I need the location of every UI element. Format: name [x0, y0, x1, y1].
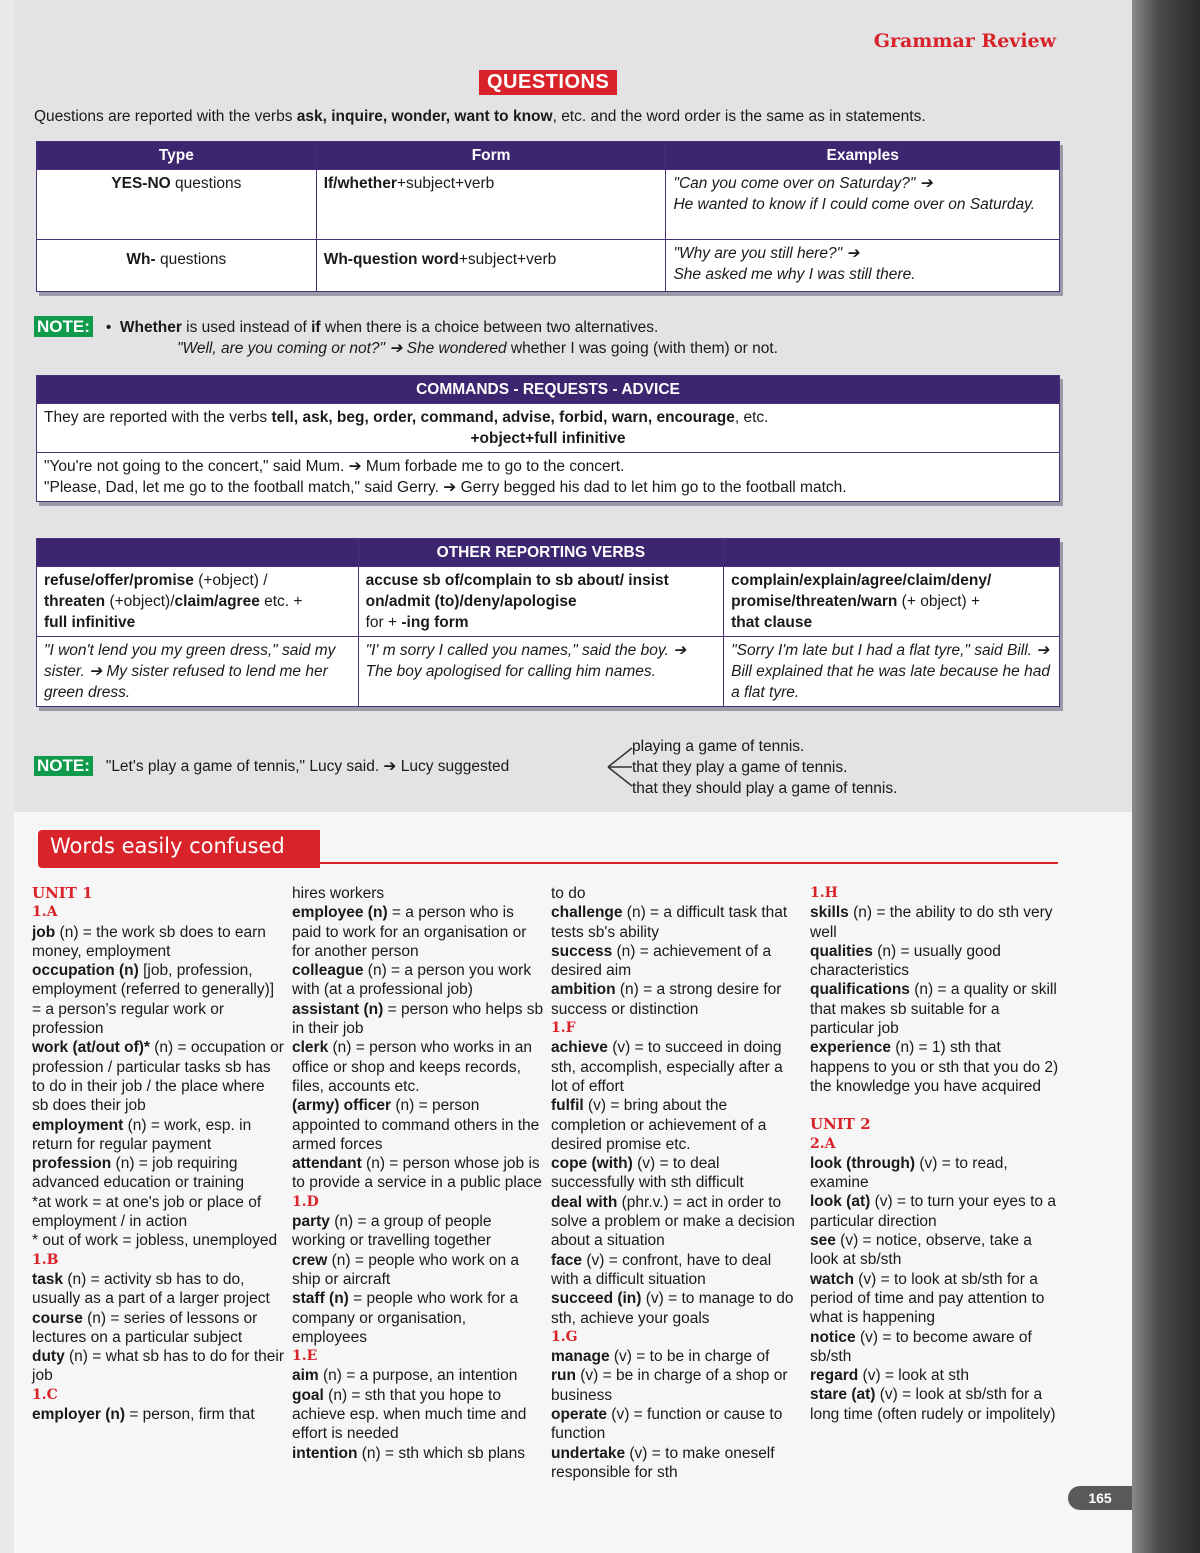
- glossary-entry: [810, 1231, 1062, 1270]
- glossary-entry: [810, 1385, 1062, 1424]
- example-cell: "Why are you still here?" ➔ She asked me why I was still there.: [666, 240, 1060, 292]
- entry-term: aim: [292, 1367, 319, 1385]
- entry-definition: (v) = function or cause to function: [551, 1406, 783, 1443]
- entry-term: skills: [810, 904, 849, 922]
- book-spine: [1132, 0, 1200, 1553]
- glossary-entry: [551, 1096, 803, 1154]
- entry-term: succeed (in): [551, 1290, 642, 1308]
- glossary-entry: [292, 1038, 544, 1096]
- table-row: [37, 637, 1060, 707]
- entry-term: employment: [32, 1116, 124, 1134]
- column-header-type: Type: [37, 142, 317, 170]
- form-cell: If/whether+subject+verb: [316, 170, 666, 240]
- commands-heading: COMMANDS - REQUESTS - ADVICE: [37, 376, 1060, 404]
- glossary-entry: [810, 942, 1062, 981]
- entry-definition: (n) = what sb has to do for their job: [32, 1348, 284, 1385]
- entry-term: employee (n): [292, 904, 388, 922]
- entry-term: goal: [292, 1386, 324, 1404]
- section-label: 1.C: [32, 1386, 58, 1403]
- entry-definition: (v) = notice, observe, take a look at sb/sth: [810, 1232, 1032, 1269]
- entry-definition: hires workers: [292, 885, 385, 902]
- entry-definition: (n) = sth which sb plans: [357, 1444, 526, 1462]
- table-row: [37, 170, 1060, 240]
- entry-definition: * out of work = jobless, unemployed: [32, 1232, 278, 1250]
- heading-rule: [320, 862, 1058, 864]
- section-label: 1.A: [32, 904, 58, 921]
- entry-definition: (v) = be in charge of a shop or business: [551, 1367, 788, 1404]
- glossary-entry: [810, 1328, 1062, 1367]
- glossary-entry: [551, 1251, 803, 1290]
- entry-definition: (v) = to succeed in doing sth, accomplish, especially after a lot of effort: [551, 1039, 783, 1095]
- reporting-verbs-table: [36, 538, 1060, 707]
- glossary-entry: [292, 1212, 544, 1251]
- entry-term: notice: [810, 1328, 856, 1346]
- words-easily-confused-heading: Words easily confused: [38, 830, 320, 868]
- glossary-entry: [551, 1289, 803, 1328]
- entry-term: attendant: [292, 1155, 362, 1173]
- entry-definition: (n) = a strong desire for success or distinction: [551, 981, 782, 1018]
- glossary-entry: [292, 1096, 544, 1154]
- entry-term: assistant (n): [292, 1000, 384, 1018]
- entry-term: crew: [292, 1251, 328, 1269]
- questions-heading: QUESTIONS: [479, 70, 617, 95]
- section-label: 1.H: [810, 885, 838, 901]
- glossary-entry: [292, 1386, 544, 1444]
- entry-definition: (v) = bring about the completion or achievement of a desired promise etc.: [551, 1097, 767, 1153]
- list-item: playing a game of tennis.: [632, 738, 805, 755]
- table-row: [37, 404, 1060, 453]
- table-row: [37, 453, 1060, 502]
- entry-definition: (n) = a group of people working or travelling together: [292, 1213, 492, 1250]
- entry-definition: (n) = sth that you hope to achieve esp. when much time and effort is needed: [292, 1386, 527, 1443]
- entry-term: success: [551, 942, 613, 960]
- glossary-entry: [551, 1366, 803, 1405]
- glossary-entry: [551, 903, 803, 942]
- glossary-entry: [551, 980, 803, 1019]
- entry-term: manage: [551, 1348, 610, 1366]
- entry-term: profession: [32, 1155, 112, 1173]
- glossary-entry: [32, 1154, 284, 1193]
- reporting-example: "Sorry I'm late but I had a flat tyre," said Bill. ➔ Bill explained that he was late because he had a flat tyre.: [724, 637, 1060, 707]
- entry-term: qualifications: [810, 981, 910, 999]
- entry-term: undertake: [551, 1444, 626, 1462]
- commands-table: [36, 375, 1060, 502]
- list-item: that they should play a game of tennis.: [632, 780, 898, 797]
- entry-definition: (phr.v.) = act in order to solve a problem or make a decision about a situation: [551, 1193, 795, 1250]
- commands-examples: "You're not going to the concert," said Mum. ➔ Mum forbade me to go to the concert. "Please, Dad, let me go to the football match," said Gerry. ➔ Gerry begged his dad to let him go to the football match.: [37, 453, 1060, 502]
- entry-term: staff (n): [292, 1290, 349, 1308]
- branch-arrows-icon: [606, 744, 634, 790]
- entry-term: duty: [32, 1348, 65, 1366]
- entry-definition: (n) = person who works in an office or shop and keeps records, files, accounts etc.: [292, 1039, 532, 1095]
- glossary-entry: [292, 1366, 544, 1385]
- reporting-example: "I won't lend you my green dress," said my sister. ➔ My sister refused to lend me her green dress.: [37, 637, 359, 707]
- glossary-entry: [810, 1270, 1062, 1328]
- entry-term: face: [551, 1251, 583, 1269]
- list-item: that they play a game of tennis.: [632, 759, 848, 776]
- reporting-example: "I' m sorry I called you names," said the boy. ➔ The boy apologised for calling him names.: [358, 637, 724, 707]
- note-whether: NOTE: • Whether is used instead of if when there is a choice between two alternatives. "Well, are you coming or not?" ➔ She wondered whether I was going (with them) or not.: [34, 316, 778, 359]
- glossary-column-2: [292, 884, 544, 1463]
- entry-definition: (n) = a difficult task that tests sb's ability: [551, 904, 788, 941]
- section-label: 1.E: [292, 1348, 318, 1365]
- entry-term: qualities: [810, 942, 873, 960]
- section-label: 1.D: [292, 1193, 319, 1210]
- entry-term: colleague: [292, 962, 364, 980]
- entry-term: deal with: [551, 1193, 618, 1211]
- entry-definition: (n) = the work sb does to earn money, employment: [32, 923, 266, 960]
- entry-term: cope (with): [551, 1155, 633, 1173]
- glossary-entry: [292, 1289, 544, 1347]
- glossary-entry: [810, 1038, 1062, 1096]
- entry-term: look (through): [810, 1154, 916, 1172]
- glossary-entry: [32, 1231, 284, 1250]
- glossary-entry: [32, 1270, 284, 1309]
- entry-term: challenge: [551, 904, 623, 922]
- entry-term: operate: [551, 1406, 607, 1424]
- entry-term: experience: [810, 1039, 891, 1057]
- glossary-entry: [551, 884, 803, 903]
- glossary-entry: [551, 1154, 803, 1193]
- glossary-entry: [551, 942, 803, 981]
- entry-term: see: [810, 1232, 836, 1250]
- entry-definition: = person who helps sb in their job: [292, 1000, 544, 1038]
- entry-definition: (v) = to deal successfully with sth difficult: [551, 1155, 744, 1192]
- verb-group-that: complain/explain/agree/claim/deny/ promise/threaten/warn (+ object) + that clause: [724, 567, 1060, 637]
- glossary-entry: [32, 1038, 284, 1115]
- spacer: [810, 1096, 1062, 1115]
- form-cell: Wh-question word+subject+verb: [316, 240, 666, 292]
- section-label: 2.A: [810, 1135, 836, 1152]
- entry-definition: (v) = to become aware of sb/sth: [810, 1328, 1032, 1365]
- entry-definition: (n) = series of lessons or lectures on a particular subject: [32, 1309, 258, 1346]
- entry-definition: (n) = usually good characteristics: [810, 942, 1001, 980]
- entry-definition: (v) = to turn your eyes to a particular direction: [810, 1193, 1056, 1230]
- entry-definition: (n) = the ability to do sth very well: [810, 904, 1053, 941]
- example-cell: "Can you come over on Saturday?" ➔ He wanted to know if I could come over on Saturday.: [666, 170, 1060, 240]
- glossary-entry: [551, 1405, 803, 1444]
- entry-definition: (n) = occupation or profession / particular tasks sb has to do in their job / the place where sb does their job: [32, 1039, 284, 1115]
- glossary-entry: [810, 1366, 1062, 1385]
- entry-definition: (v) = confront, have to deal with a difficult situation: [551, 1251, 772, 1288]
- entry-definition: (n) = a purpose, an intention: [318, 1367, 518, 1385]
- commands-rule: They are reported with the verbs tell, ask, beg, order, command, advise, forbid, warn, encourage, etc. +object+full infinitive: [37, 404, 1060, 453]
- entry-definition: (v) = look at sb/sth for a long time (often rudely or impolitely): [810, 1386, 1056, 1423]
- entry-definition: (n) = person whose job is to provide a service in a public place: [292, 1155, 542, 1192]
- glossary-entry: [551, 1444, 803, 1483]
- unit-heading: UNIT 2: [810, 1115, 871, 1134]
- glossary-entry: [292, 903, 544, 961]
- entry-term: regard: [810, 1367, 859, 1385]
- entry-definition: (n) = 1) sth that happens to you or sth that you do 2) the knowledge you have acquired: [810, 1039, 1059, 1095]
- glossary-entry: [810, 1154, 1062, 1193]
- entry-term: fulfil: [551, 1097, 584, 1115]
- entry-definition: (v) = to look at sb/sth for a period of time and pay attention to what is happening: [810, 1270, 1045, 1327]
- entry-definition: (n) = activity sb has to do, usually as a part of a larger project: [32, 1270, 270, 1308]
- glossary-entry: [292, 1000, 544, 1039]
- entry-definition: to do: [551, 885, 586, 902]
- questions-table: [36, 141, 1060, 292]
- glossary-entry: [32, 1405, 284, 1424]
- page: [14, 0, 1132, 1553]
- entry-term: clerk: [292, 1039, 329, 1057]
- entry-term: stare (at): [810, 1386, 876, 1404]
- glossary-entry: [32, 923, 284, 962]
- glossary-column-1: [32, 884, 284, 1424]
- entry-term: ambition: [551, 981, 616, 999]
- glossary-entry: [32, 1309, 284, 1348]
- entry-term: look (at): [810, 1193, 871, 1211]
- column-header-examples: Examples: [666, 142, 1060, 170]
- note-suggest: NOTE: "Let's play a game of tennis," Lucy said. ➔ Lucy suggested: [34, 756, 509, 776]
- type-cell: YES-NO questions: [37, 170, 317, 240]
- entry-definition: (v) = to make oneself responsible for sth: [551, 1444, 775, 1481]
- type-cell: Wh- questions: [37, 240, 317, 292]
- glossary-entry: [292, 1154, 544, 1193]
- glossary-entry: [810, 903, 1062, 942]
- entry-definition: (n) = job requiring advanced education or training: [32, 1155, 244, 1192]
- entry-definition: (n) = work, esp. in return for regular payment: [32, 1116, 252, 1153]
- glossary-entry: [551, 1347, 803, 1366]
- entry-term: occupation (n): [32, 962, 139, 980]
- questions-intro: Questions are reported with the verbs ask, inquire, wonder, want to know, etc. and the word order is the same as in statements.: [34, 108, 926, 125]
- entry-definition: (v) = to manage to do sth, achieve your goals: [551, 1290, 794, 1327]
- glossary-entry: [551, 1038, 803, 1096]
- glossary-entry: [292, 1444, 544, 1463]
- glossary-column-4: [810, 884, 1062, 1424]
- entry-definition: (n) = person appointed to command others in the armed forces: [292, 1097, 540, 1153]
- entry-definition: = a person who is paid to work for an organisation or for another person: [292, 904, 527, 960]
- note-label: NOTE:: [34, 316, 93, 337]
- glossary-entry: [32, 1116, 284, 1155]
- entry-term: (army) officer: [292, 1097, 392, 1115]
- reporting-heading: OTHER REPORTING VERBS: [358, 539, 724, 567]
- section-title: Grammar Review: [873, 30, 1056, 52]
- glossary-entry: [32, 1347, 284, 1386]
- note-label: NOTE:: [34, 756, 93, 776]
- entry-definition: (v) = to read, examine: [810, 1154, 1008, 1192]
- glossary-entry: [810, 1192, 1062, 1231]
- section-label: 1.B: [32, 1251, 59, 1268]
- section-label: 1.F: [551, 1020, 576, 1037]
- entry-term: employer (n): [32, 1406, 126, 1424]
- entry-definition: (n) = people who work on a ship or aircraft: [292, 1251, 520, 1288]
- entry-definition: (n) = a quality or skill that makes sb suitable for a particular job: [810, 981, 1057, 1038]
- entry-definition: (v) = to be in charge of: [609, 1348, 770, 1366]
- table-row: [37, 240, 1060, 292]
- entry-term: task: [32, 1270, 64, 1288]
- entry-definition: = person, firm that: [125, 1406, 255, 1424]
- entry-term: party: [292, 1213, 330, 1231]
- table-row: [37, 567, 1060, 637]
- entry-term: run: [551, 1367, 576, 1385]
- entry-definition: [job, profession, employment (referred to generally)] = a person's regular work or profession: [32, 962, 275, 1038]
- verb-group-ing: accuse sb of/complain to sb about/ insist on/admit (to)/deny/apologise for + -ing form: [358, 567, 724, 637]
- glossary-entry: [32, 961, 284, 1038]
- glossary-column-3: [551, 884, 803, 1482]
- verb-group-infinitive: refuse/offer/promise (+object) / threaten (+object)/claim/agree etc. + full infinitive: [37, 567, 359, 637]
- glossary-entry: [32, 1193, 284, 1232]
- entry-definition: (v) = look at sth: [858, 1367, 969, 1385]
- entry-term: achieve: [551, 1039, 608, 1057]
- entry-definition: (n) = achievement of a desired aim: [551, 942, 772, 980]
- entry-term: intention: [292, 1444, 358, 1462]
- suggest-options: [632, 736, 897, 799]
- entry-definition: (n) = a person you work with (at a professional job): [292, 962, 532, 999]
- reporting-header-empty: [37, 539, 359, 567]
- reporting-header-empty: [724, 539, 1060, 567]
- section-label: 1.G: [551, 1328, 578, 1345]
- entry-term: watch: [810, 1270, 854, 1288]
- questions-table-header: [37, 142, 1060, 170]
- glossary-entry: [810, 980, 1062, 1038]
- entry-term: course: [32, 1309, 83, 1327]
- entry-term: work (at/out of)*: [32, 1039, 150, 1057]
- glossary-entry: [292, 884, 544, 903]
- glossary-entry: [551, 1193, 803, 1251]
- page-number: 165: [1068, 1486, 1132, 1510]
- unit-heading: UNIT 1: [32, 884, 93, 902]
- column-header-form: Form: [316, 142, 666, 170]
- glossary-entry: [292, 1251, 544, 1290]
- entry-definition: *at work = at one's job or place of employment / in action: [32, 1193, 262, 1231]
- entry-term: job: [32, 923, 56, 941]
- entry-definition: = people who work for a company or organisation, employees: [292, 1290, 519, 1346]
- glossary-entry: [292, 961, 544, 1000]
